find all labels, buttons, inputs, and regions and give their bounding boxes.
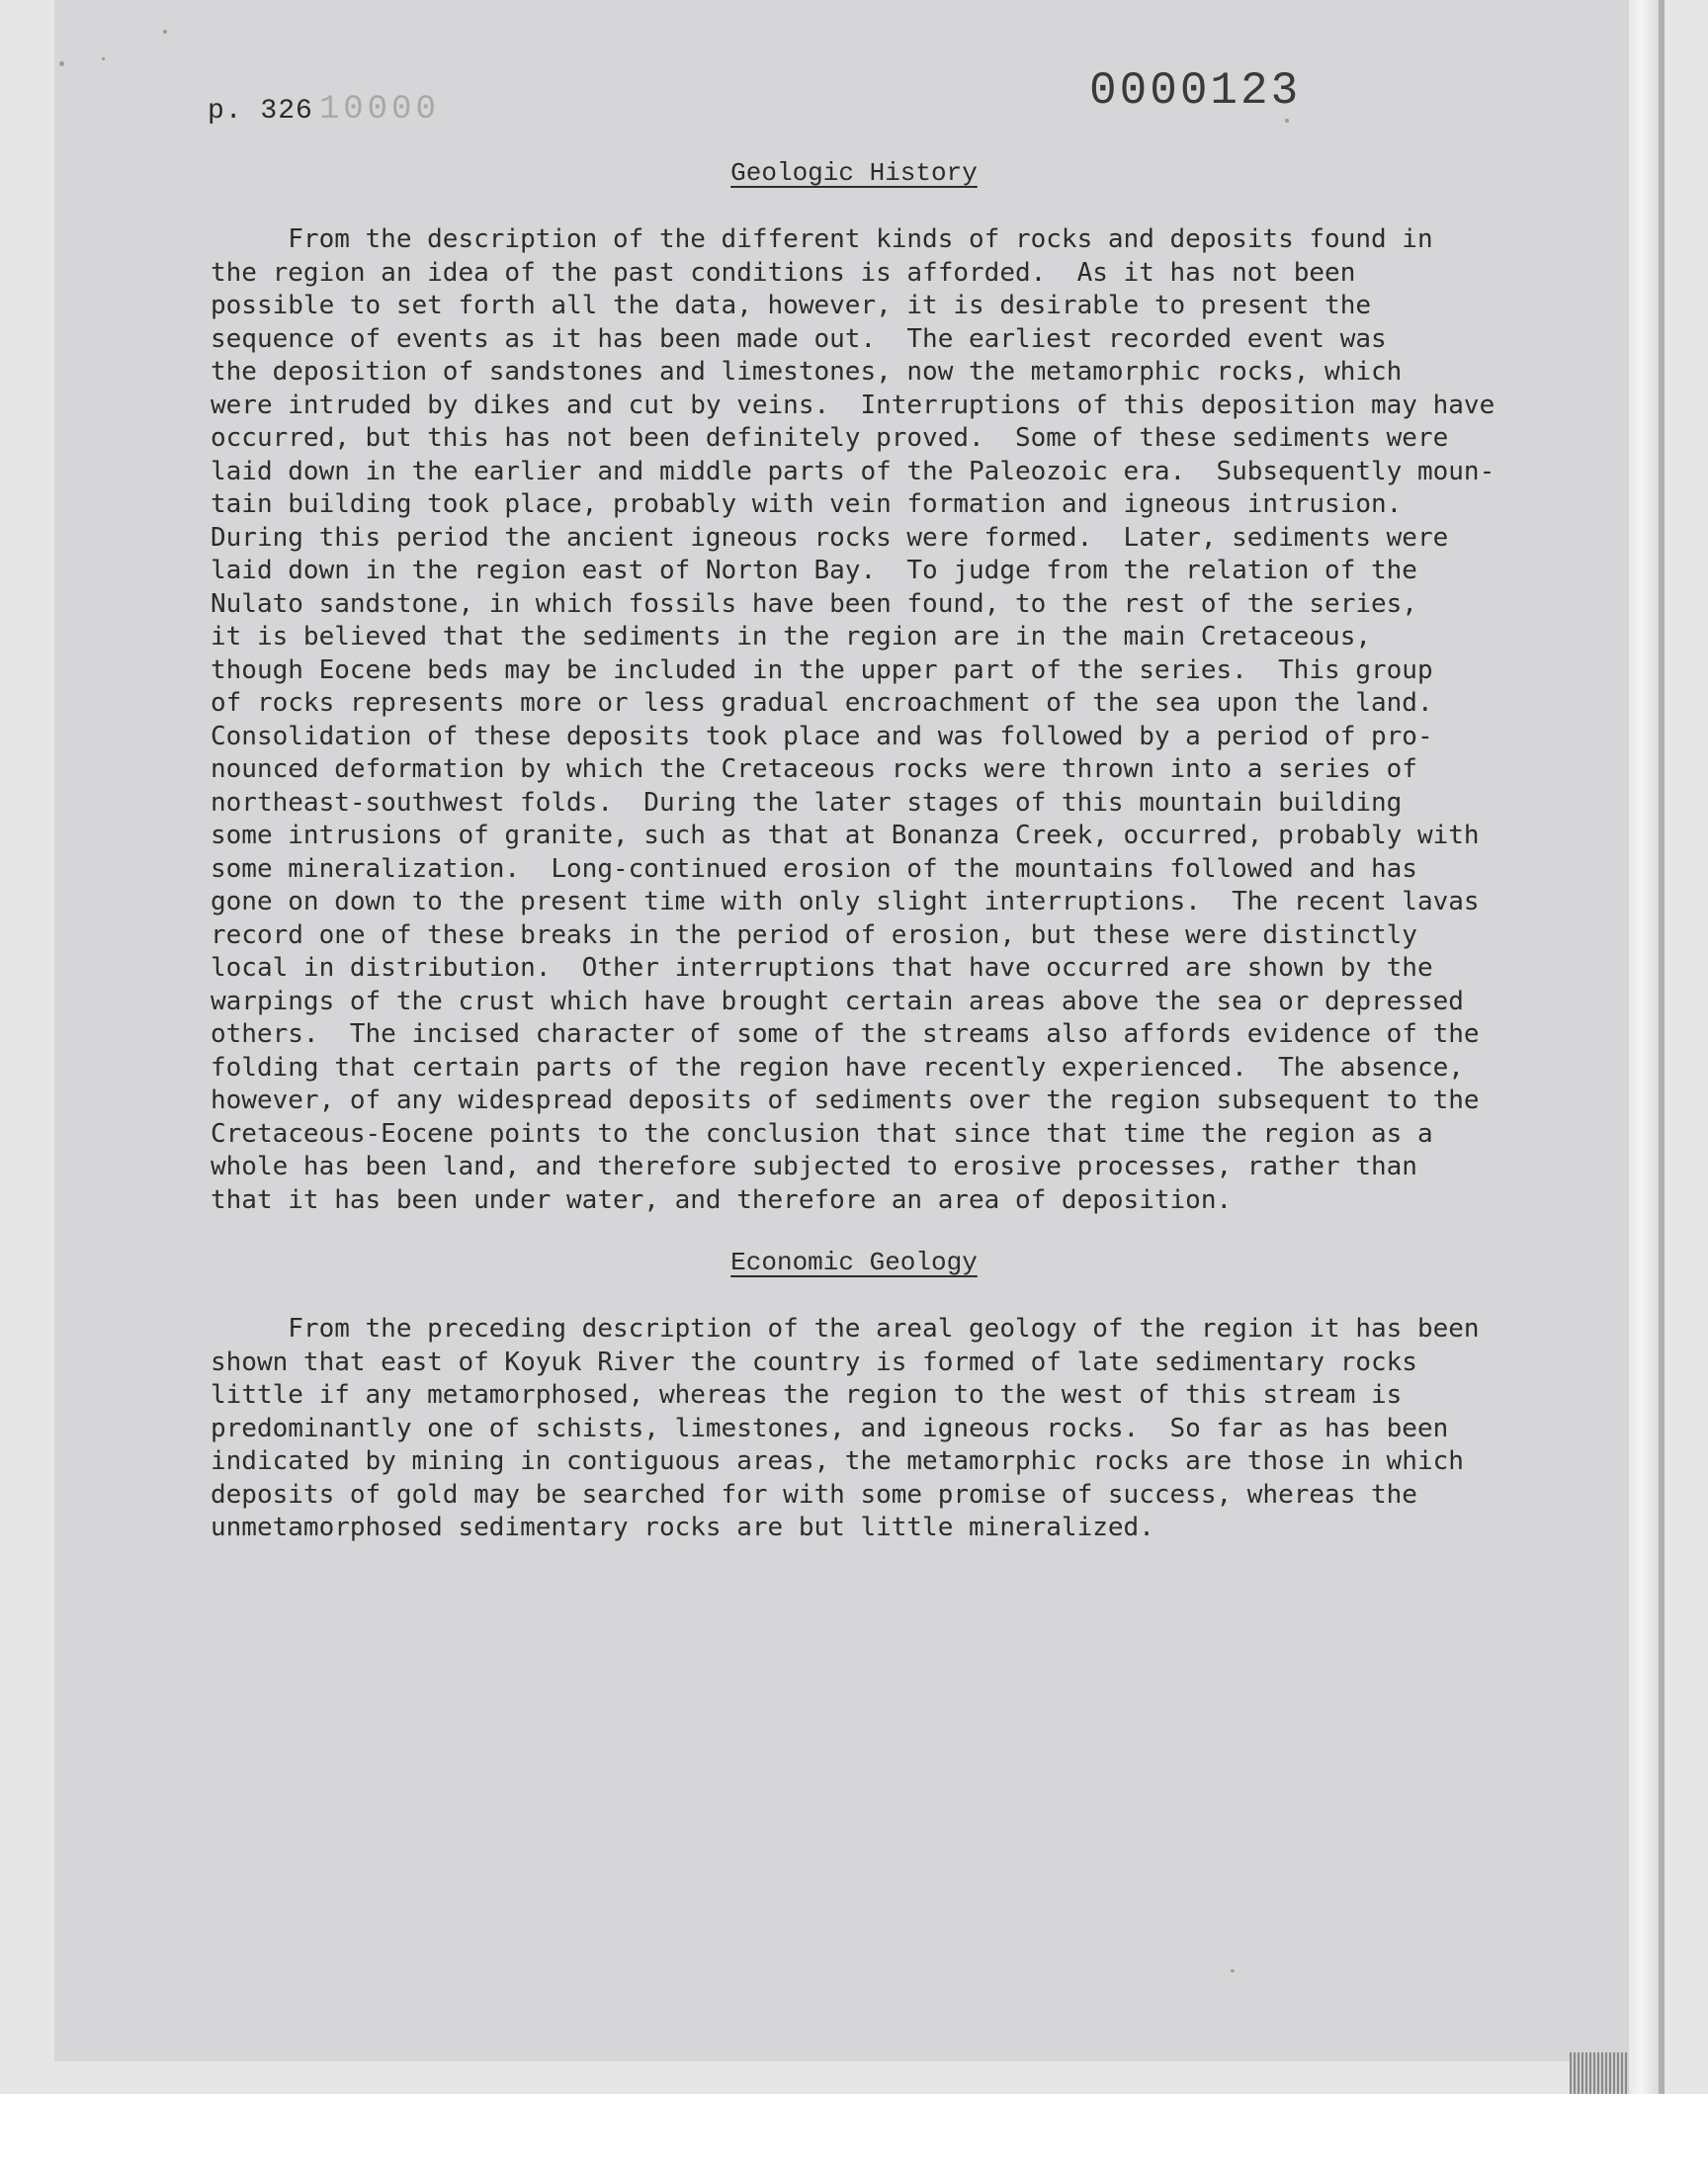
- text-line: though Eocene beds may be included in the upper part of the series. This group: [211, 654, 1433, 685]
- text-line: occurred, but this has not been definitely proved. Some of these sediments were: [211, 423, 1449, 453]
- text-line: northeast-southwest folds. During the later stages of this mountain building: [211, 787, 1403, 818]
- section-heading-geologic-history: Geologic History: [730, 158, 978, 188]
- text-line: laid down in the earlier and middle parts of the Paleozoic era. Subsequently moun-: [211, 456, 1495, 486]
- text-line: of rocks represents more or less gradual encroachment of the sea upon the land.: [211, 688, 1433, 718]
- text-line: the region an idea of the past conditions is afforded. As it has not been: [211, 257, 1356, 288]
- text-line: the deposition of sandstones and limestones, now the metamorphic rocks, which: [211, 357, 1403, 387]
- text-line: nounced deformation by which the Cretaceous rocks were thrown into a series of: [211, 754, 1417, 784]
- text-line: From the preceding description of the areal geology of the region it has been: [211, 1314, 1480, 1344]
- dust-speck: [1231, 1969, 1235, 1972]
- text-line: however, of any widespread deposits of sediments over the region subsequent to the: [211, 1086, 1480, 1115]
- paragraph-geologic-history: [211, 223, 1575, 1217]
- text-line: Consolidation of these deposits took place and was followed by a period of pro-: [211, 721, 1433, 751]
- text-line: laid down in the region east of Norton Bay. To judge from the relation of the: [211, 556, 1417, 585]
- scan-barcode-strip: [1570, 2052, 1629, 2094]
- text-line: Nulato sandstone, in which fossils have been found, to the rest of the series,: [211, 588, 1417, 619]
- text-line: indicated by mining in contiguous areas, the metamorphic rocks are those in which: [211, 1446, 1464, 1476]
- text-line: some mineralization. Long-continued erosion of the mountains followed and has: [211, 853, 1417, 884]
- document-id: 0000123: [1089, 65, 1302, 117]
- text-line: unmetamorphosed sedimentary rocks are but little mineralized.: [211, 1513, 1154, 1542]
- dust-speck: [102, 57, 105, 60]
- faint-number: 10000: [318, 91, 440, 129]
- text-line: tain building took place, probably with vein formation and igneous intrusion.: [211, 489, 1403, 519]
- text-line: were intruded by dikes and cut by veins. Interruptions of this deposition may have: [211, 390, 1495, 420]
- text-line: shown that east of Koyuk River the country is formed of late sedimentary rocks: [211, 1347, 1417, 1377]
- text-line: gone on down to the present time with only slight interruptions. The recent lavas: [211, 887, 1480, 916]
- dust-speck: [1285, 119, 1289, 123]
- dust-speck: [59, 61, 64, 66]
- text-line: it is believed that the sediments in the region are in the main Cretaceous,: [211, 622, 1371, 652]
- text-line: little if any metamorphosed, whereas the region to the west of this stream is: [211, 1380, 1403, 1410]
- scan-edge: [1629, 0, 1659, 2094]
- text-line: Cretaceous-Eocene points to the conclusion that since that time the region as a: [211, 1118, 1433, 1149]
- text-line: some intrusions of granite, such as that at Bonanza Creek, occurred, probably with: [211, 821, 1480, 850]
- page-number: [208, 91, 440, 129]
- text-line: that it has been under water, and therefore an area of deposition.: [211, 1184, 1233, 1215]
- text-line: whole has been land, and therefore subjected to erosive processes, rather than: [211, 1152, 1417, 1181]
- text-line: record one of these breaks in the period of erosion, but these were distinctly: [211, 919, 1417, 950]
- page-number-text: p. 326: [208, 96, 313, 127]
- text-line: sequence of events as it has been made out. The earliest recorded event was: [211, 323, 1387, 354]
- text-line: During this period the ancient igneous rocks were formed. Later, sediments were: [211, 522, 1449, 553]
- text-line: possible to set forth all the data, however, it is desirable to present the: [211, 291, 1371, 320]
- section-heading-economic-geology: Economic Geology: [730, 1248, 978, 1277]
- dust-speck: [163, 30, 167, 34]
- paragraph-economic-geology: [211, 1313, 1575, 1545]
- text-line: deposits of gold may be searched for with some promise of success, whereas the: [211, 1479, 1417, 1510]
- text-line: folding that certain parts of the region have recently experienced. The absence,: [211, 1052, 1464, 1083]
- text-line: From the description of the different kinds of rocks and deposits found in: [211, 224, 1433, 254]
- text-line: local in distribution. Other interruptions that have occurred are shown by the: [211, 953, 1433, 983]
- text-line: predominantly one of schists, limestones, and igneous rocks. So far as has been: [211, 1413, 1449, 1443]
- text-line: others. The incised character of some of the streams also affords evidence of the: [211, 1019, 1480, 1049]
- scan-border: [1659, 0, 1665, 2094]
- text-line: warpings of the crust which have brought certain areas above the sea or depressed: [211, 986, 1464, 1016]
